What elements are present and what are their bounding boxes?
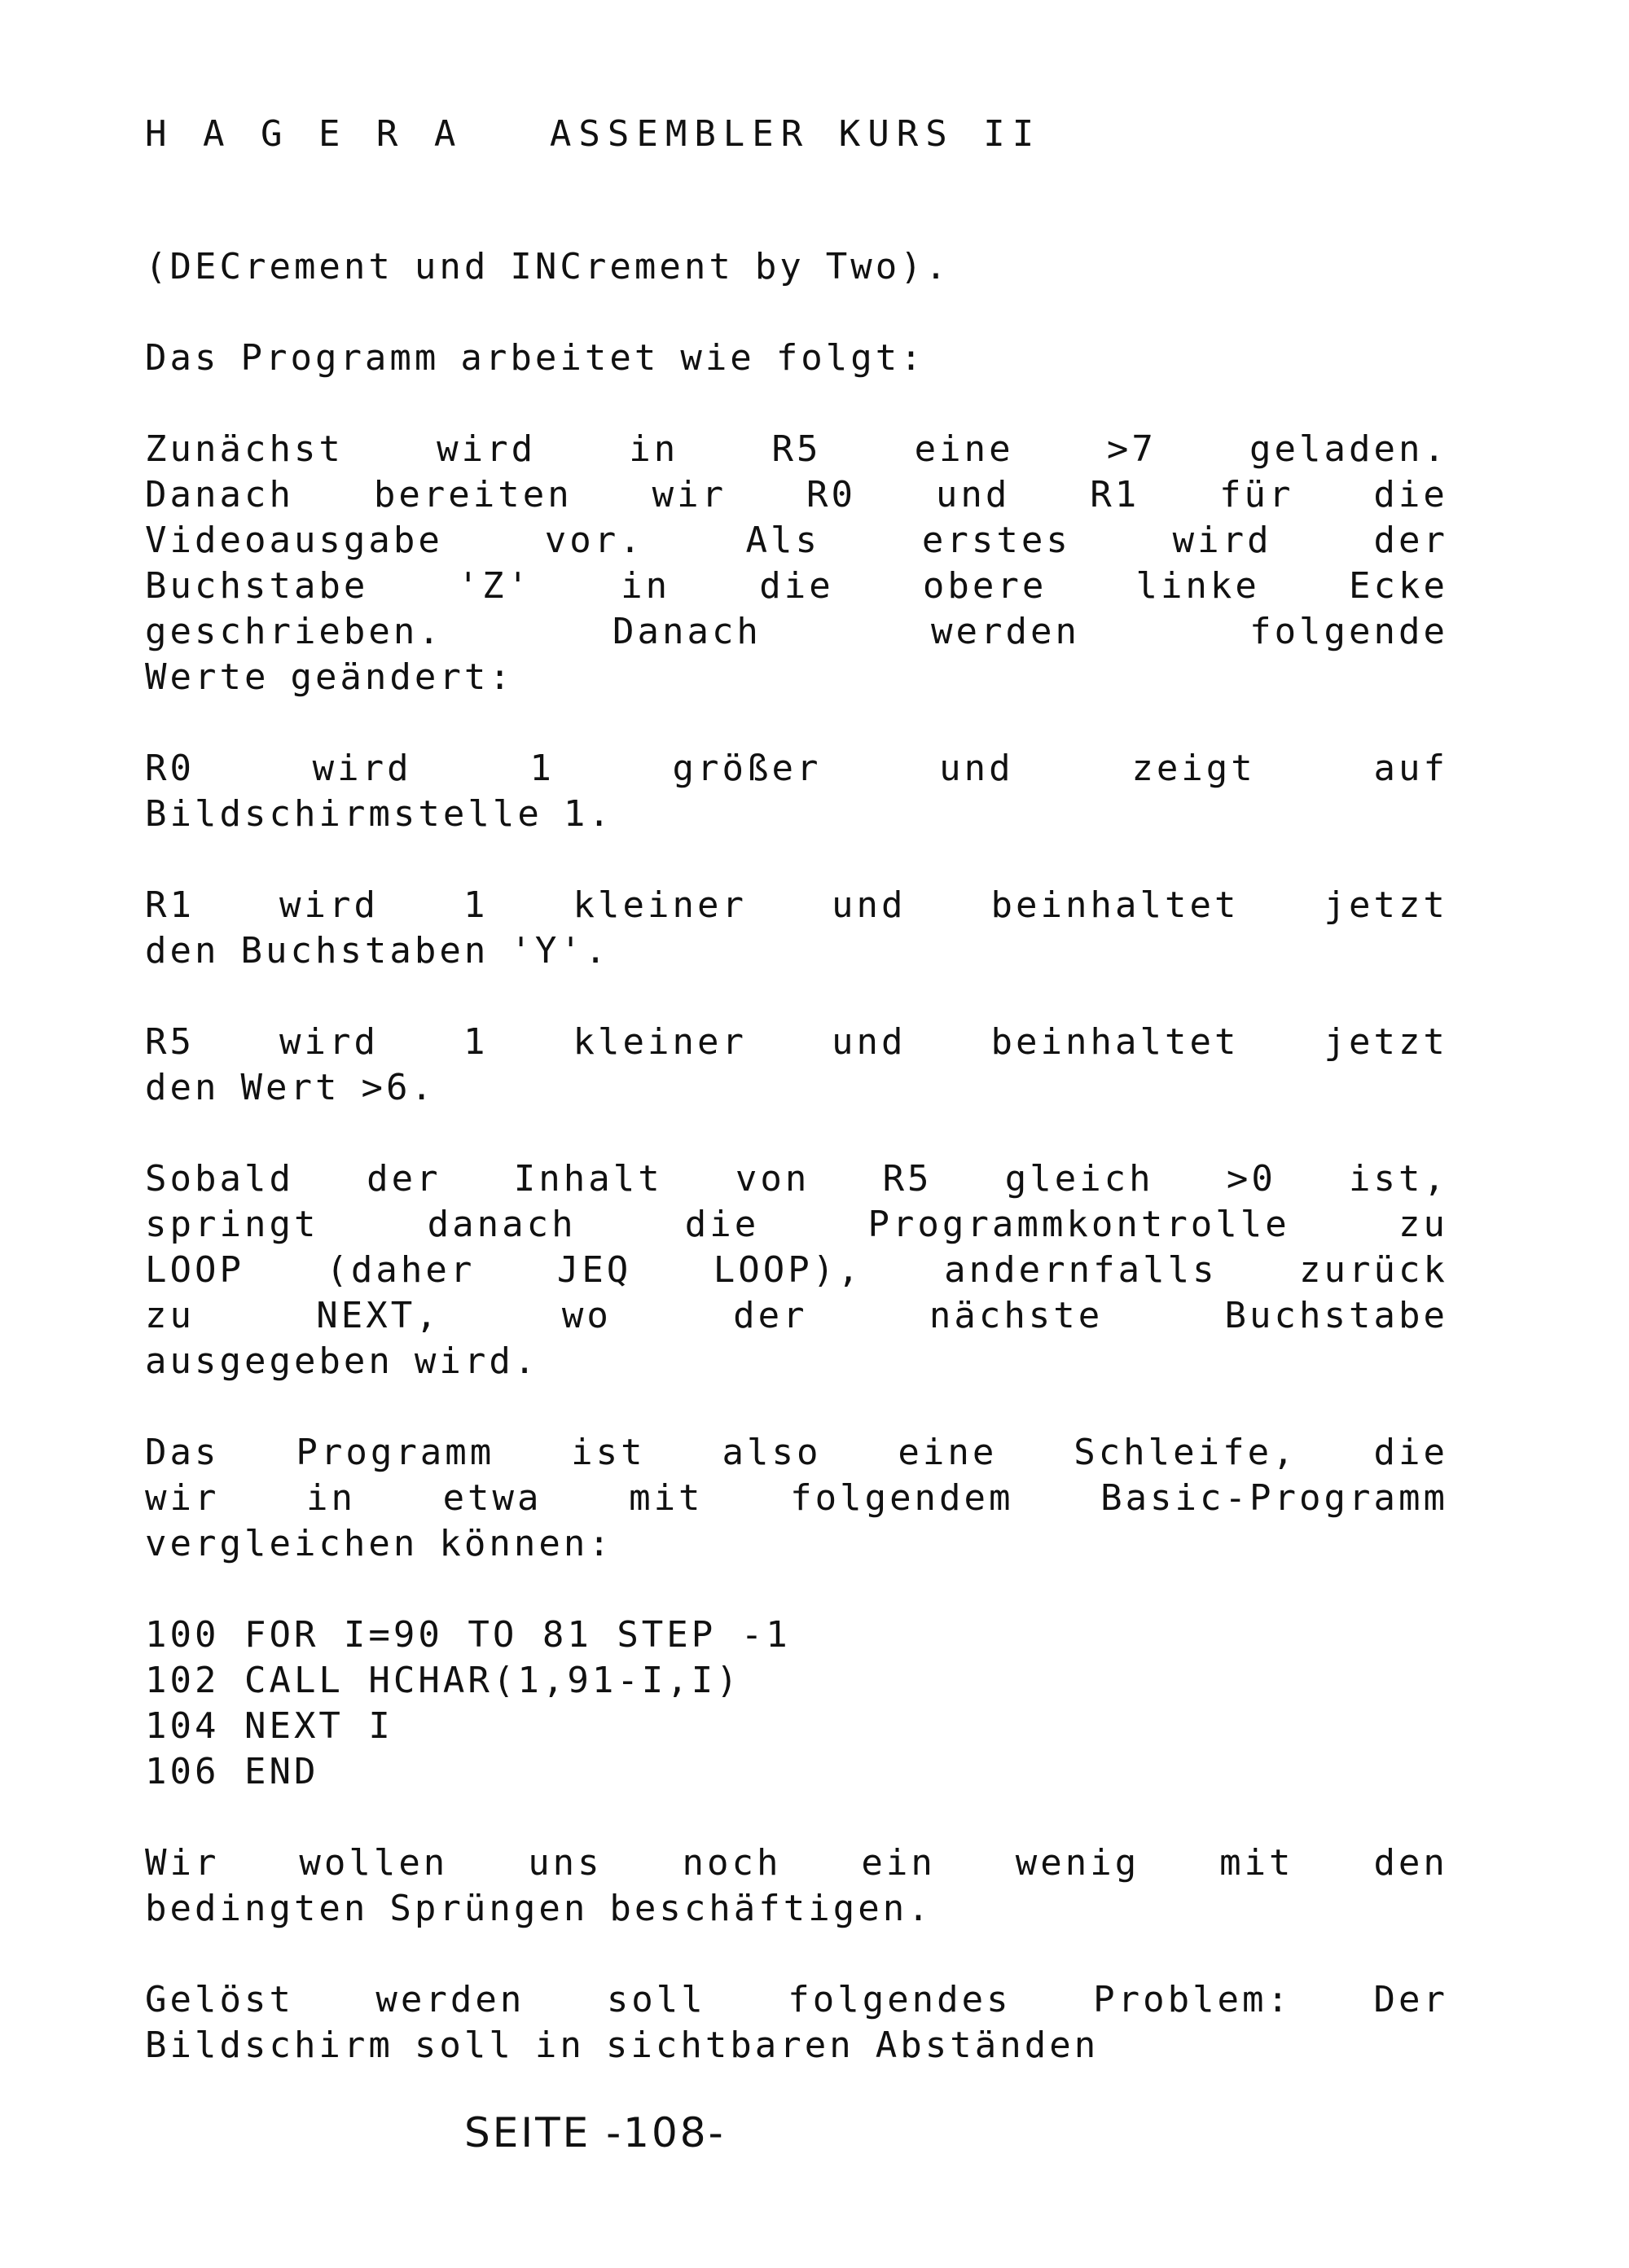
text-line: R0 wird 1 größer und zeigt auf (145, 748, 1448, 789)
paragraph (145, 244, 1448, 290)
paragraph (145, 1020, 1448, 1111)
text-line: R1 wird 1 kleiner und beinhaltet jetzt (145, 884, 1448, 926)
text-line: den Buchstaben 'Y'. (145, 930, 610, 972)
paragraph (145, 336, 1448, 381)
text-line: Das Programm arbeitet wie folgt: (145, 337, 925, 379)
paragraph (145, 427, 1448, 700)
paragraph (145, 746, 1448, 837)
text-line: vergleichen können: (145, 1523, 613, 1564)
paragraph (145, 1430, 1448, 1567)
paragraph (145, 1156, 1448, 1384)
paragraph (145, 1977, 1448, 2068)
page-header: H A G E R A ASSEMBLER KURS II (145, 113, 1042, 155)
text-line: geschrieben. Danach werden folgende (145, 611, 1448, 652)
text-line: den Wert >6. (145, 1067, 436, 1108)
text-line: Werte geändert: (145, 656, 514, 698)
paragraphs-after-code (145, 1840, 1448, 2068)
text-line: wir in etwa mit folgendem Basic-Programm (145, 1477, 1448, 1519)
code-line: 104 NEXT I (145, 1705, 393, 1747)
text-line: Wir wollen uns noch ein wenig mit den (145, 1842, 1448, 1884)
body-text (145, 244, 1448, 2114)
text-line: Gelöst werden soll folgendes Problem: Der (145, 1979, 1448, 2020)
paragraphs-before-code (145, 244, 1448, 1567)
code-line: 100 FOR I=90 TO 81 STEP -1 (145, 1614, 791, 1656)
text-line: ausgegeben wird. (145, 1340, 539, 1382)
text-line: Das Programm ist also eine Schleife, die (145, 1432, 1448, 1473)
text-line: (DECrement und INCrement by Two). (145, 246, 951, 287)
basic-code-block (145, 1612, 1448, 1795)
text-line: Buchstabe 'Z' in die obere linke Ecke (145, 565, 1448, 607)
text-line: springt danach die Programmkontrolle zu (145, 1204, 1448, 1245)
text-line: R5 wird 1 kleiner und beinhaltet jetzt (145, 1021, 1448, 1063)
text-line: Danach bereiten wir R0 und R1 für die (145, 474, 1448, 515)
paragraph (145, 1840, 1448, 1932)
text-line: Sobald der Inhalt von R5 gleich >0 ist, (145, 1158, 1448, 1200)
text-line: Bildschirmstelle 1. (145, 793, 613, 835)
code-line: 102 CALL HCHAR(1,91-I,I) (145, 1660, 741, 1701)
code-line: 106 END (145, 1751, 319, 1792)
text-line: Videoausgabe vor. Als erstes wird der (145, 520, 1448, 561)
text-line: LOOP (daher JEQ LOOP), andernfalls zurück (145, 1249, 1448, 1291)
paragraph (145, 883, 1448, 974)
text-line: Bildschirm soll in sichtbaren Abständen (145, 2025, 1100, 2066)
text-line: zu NEXT, wo der nächste Buchstabe (145, 1295, 1448, 1336)
page-footer: SEITE -108- (464, 2109, 726, 2156)
text-line: Zunächst wird in R5 eine >7 geladen. (145, 428, 1448, 470)
text-line: bedingten Sprüngen beschäftigen. (145, 1888, 933, 1929)
